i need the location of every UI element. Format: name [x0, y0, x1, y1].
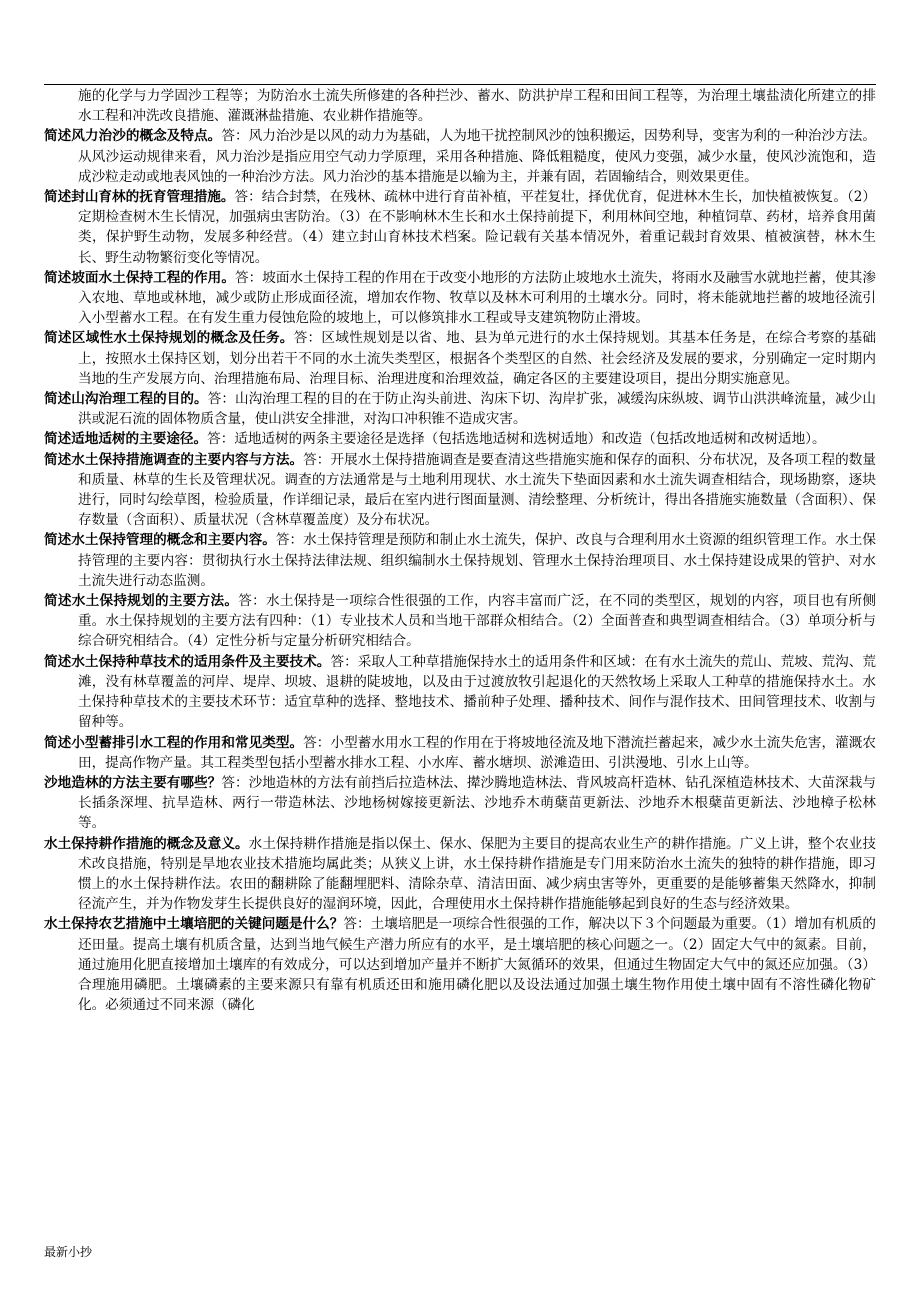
- qa-entry: [44, 187, 876, 268]
- question-text: 简述水土保持规划的主要方法。: [44, 593, 239, 610]
- question-text: 简述小型蓄排引水工程的作用和常见类型。: [44, 734, 304, 751]
- question-text: 简述坡面水土保持工程的作用。: [44, 269, 235, 286]
- question-text: 简述风力治沙的概念及特点。: [44, 128, 222, 145]
- answer-text: 答：小型蓄水用水工程的作用在于将坡地径流及地下潜流拦蓄起来，减少水土流失危害，灌溉农田，提高作物产量。其工程类型包括小型蓄水排水工程、小水库、蓄水塘坝、淤滩造田、引洪漫地、引水上山等。: [78, 734, 877, 771]
- qa-entry: [44, 834, 876, 915]
- question-text: 水土保持耕作措施的概念及意义。: [44, 835, 249, 852]
- header-rule: [44, 84, 876, 85]
- qa-entry: [44, 652, 876, 733]
- question-text: 简述水土保持措施调查的主要内容与方法。: [44, 451, 304, 468]
- answer-text: 答：土壤培肥是一项综合性很强的工作，解决以下３个问题最为重要。（1）增加有机质的还田量。提高土壤有机质含量，达到当地气候生产潜力所应有的水平，是土壤培肥的核心问题之一。（2）固定大气中的氮素。目前，通过施用化肥直接增加土壤库的有效成分，可以达到增加产量并不断扩大氮循环的效果，但通过生物固定大气中的氮还应加强。（3）合理施用磷肥。土壤磷素的主要来源只有靠有机质还田和施用磷化肥以及设法通过加强土壤生物作用使土壤中固有不溶性磷化物矿化。必须通过不同来源（磷化: [78, 916, 876, 1014]
- answer-text: 答：风力治沙是以风的动力为基础，人为地干扰控制风沙的蚀积搬运，因势利导，变害为利的一种治沙方法。从风沙运动规律来看，风力治沙是指应用空气动力学原理，采用各种措施、降低粗糙度，使风力变强，减少水量，使风沙流饱和，造成沙粒走动或地表风蚀的一种治沙方法。风力治沙的基本措施是以输为主，并兼有固，若固输结合，则效果更佳。: [78, 128, 877, 185]
- answer-text: 答：开展水土保持措施调查是要查清这些措施实施和保存的面积、分布状况，及各项工程的数量和质量、林草的生长及管理状况。调查的方法通常是与土地利用现状、水土流失下垫面因素和水土流失调查相结合，现场勘察，逐块进行，同时勾绘草图，检验质量，作详细记录，最后在室内进行图面量测、清绘整理、分析统计，得出各措施实施数量（含面积）、保存数量（含面积）、质量状况（含林草覆盖度）及分布状况。: [78, 451, 877, 529]
- qa-entry: [44, 450, 876, 531]
- answer-text: 答：水土保持是一项综合性很强的工作，内容丰富而广泛，在不同的类型区，规划的内容，项目也有所侧重。水土保持规划的主要方法有四种：（1）专业技术人员和当地干部群众相结合。（2）全面普查和典型调查相结合。（3）单项分析与综合研究相结合。（4）定性分析与定量分析研究相结合。: [78, 593, 877, 650]
- qa-entry: [44, 591, 876, 652]
- continuation-paragraph: [44, 86, 876, 126]
- question-text: 简述水土保持管理的概念和主要内容。: [44, 532, 276, 549]
- qa-entry: [44, 328, 876, 389]
- answer-text: 答：水土保持管理是预防和制止水土流失，保护、改良与合理利用水土资源的组织管理工作。水土保持管理的主要内容：贯彻执行水土保持法律法规、组织编制水土保持规划、管理水土保持治理项目、水土保持建设成果的管护、对水土流失进行动态监测。: [78, 532, 877, 589]
- qa-entry: [44, 126, 876, 187]
- answer-text: 答：沙地造林的方法有前挡后拉造林法、撵沙腾地造林法、背风坡高杆造林、钻孔深植造林技术、大苗深栽与长插条深埋、抗旱造林、两行一带造林法、沙地杨树嫁接更新法、沙地乔木萌蘖苗更新法、沙地乔木根蘖苗更新法、沙地樟子松林等。: [78, 774, 877, 832]
- page-footer: 最新小抄: [44, 1245, 93, 1259]
- question-text: 简述区域性水土保持规划的概念及任务。: [44, 330, 294, 347]
- qa-entry: [44, 268, 876, 329]
- question-text: 简述适地适树的主要途径。: [44, 431, 208, 448]
- qa-entry: [44, 773, 876, 834]
- qa-entry: [44, 914, 876, 1015]
- answer-text: 答：坡面水土保持工程的作用在于改变小地形的方法防止坡地水土流失，将雨水及融雪水就地拦蓄，使其渗入农地、草地或林地，减少或防止形成面径流，增加农作物、牧草以及林木可利用的土壤水分。同时，将未能就地拦蓄的坡地径流引入小型蓄水工程。在有发生重力侵蚀危险的坡地上，可以修筑排水工程或导支建筑物防止滑坡。: [78, 269, 877, 327]
- answer-text: 答：区域性规划是以省、地、县为单元进行的水土保持规划。其基本任务是，在综合考察的基础上，按照水土保持区划，划分出若干不同的水土流失类型区，根据各个类型区的自然、社会经济及发展的要求，分别确定一定时期内当地的生产发展方向、治理措施布局、治理目标、治理进度和治理效益，确定各区的主要建设项目，提出分期实施意见。: [78, 330, 877, 387]
- answer-text: 水土保持耕作措施是指以保土、保水、保肥为主要目的提高农业生产的耕作措施。广义上讲，整个农业技术改良措施，特别是旱地农业技术措施均属此类；从狭义上讲，水土保持耕作措施是专门用来防治水土流失的独特的耕作措施，即习惯上的水土保持耕作法。农田的翻耕除了能翻埋肥料、清除杂草、清洁田面、减少病虫害等外，更重要的是能够蓄集天然降水，抑制径流产生，并为作物发芽生长提供良好的湿润环境，因此，合理使用水土保持耕作措施能够起到良好的生态与经济效果。: [78, 835, 877, 913]
- qa-entry: [44, 530, 876, 591]
- question-text: 水土保持农艺措施中土壤培肥的关键问题是什么？: [44, 916, 344, 933]
- question-text: 简述水土保持种草技术的适用条件及主要技术。: [44, 653, 331, 670]
- answer-text: 答：山沟治理工程的目的在于防止沟头前进、沟床下切、沟岸扩张，减缓沟床纵坡、调节山洪洪峰流量，减少山洪或泥石流的固体物质含量，使山洪安全排泄，对沟口冲积锥不造成灾害。: [78, 391, 877, 428]
- document-body: [44, 86, 876, 1015]
- answer-text: 施的化学与力学固沙工程等；为防治水土流失所修建的各种拦沙、蓄水、防洪护岸工程和田间工程等，为治理土壤盐渍化所建立的排水工程和冲洗改良措施、灌溉淋盐措施、农业耕作措施等。: [78, 88, 876, 125]
- answer-text: 答：适地适树的两条主要途径是选择（包括选地适树和选树适地）和改造（包括改地适树和改树适地）。: [207, 431, 826, 448]
- question-text: 简述山沟治理工程的目的。: [44, 391, 208, 408]
- question-text: 沙地造林的方法主要有哪些？: [44, 774, 222, 791]
- answer-text: 答：结合封禁，在残林、疏林中进行育苗补植，平茬复壮，择优优育，促进林木生长，加快植被恢复。（2）定期检查树木生长情况，加强病虫害防治。（3）在不影响林木生长和水土保持前提下，利用林间空地，种植饲草、药材，培养食用菌类，保护野生动物，发展多种经营。（4）建立封山育林技术档案。险记载有关基本情况外，着重记载封育效果、植被演替，林木生长、野生动物繁衍变化等情况。: [78, 189, 876, 266]
- qa-entry: [44, 429, 876, 449]
- answer-text: 答：采取人工种草措施保持水土的适用条件和区域：在有水土流失的荒山、荒坡、荒沟、荒滩，没有林草覆盖的河岸、堤岸、坝坡、退耕的陡坡地，以及由于过渡放牧引起退化的天然牧场上采取人工种草的措施保持水土。水土保持种草技术的主要技术环节：适宜草种的选择、整地技术、播前种子处理、播种技术、间作与混作技术、田间管理技术、收割与留种等。: [78, 653, 877, 731]
- question-text: 简述封山育林的抚育管理措施。: [44, 189, 235, 206]
- qa-entry: [44, 733, 876, 773]
- qa-entry: [44, 389, 876, 429]
